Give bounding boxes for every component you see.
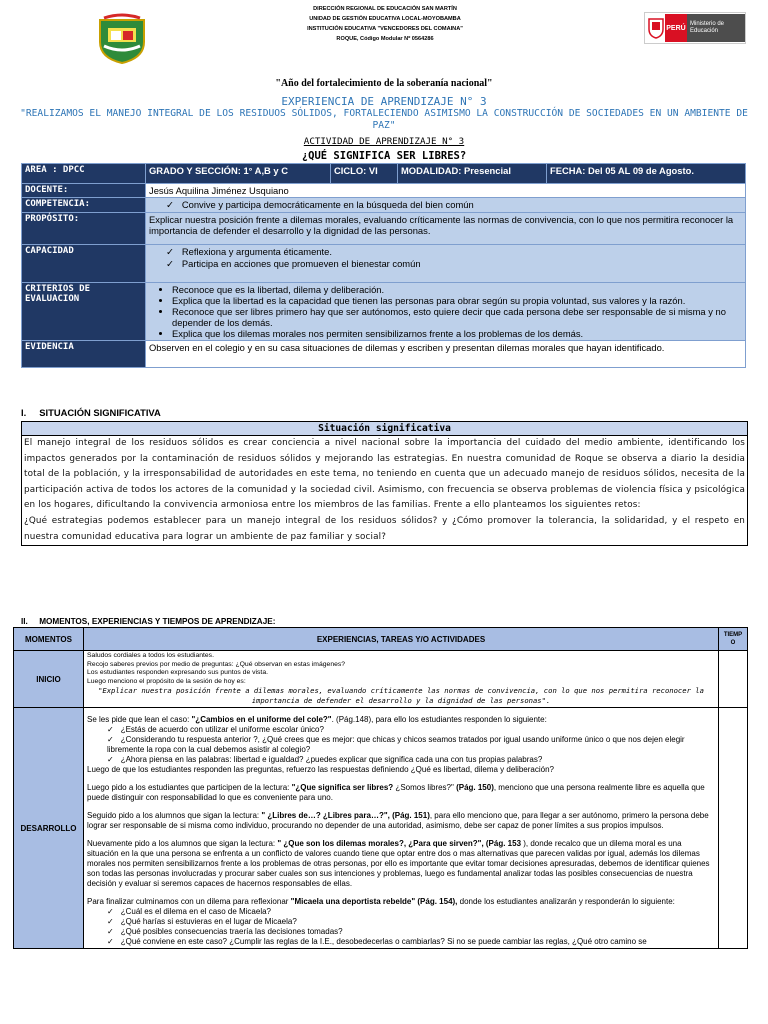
competencia-label: COMPETENCIA: [22,198,146,213]
desarrollo-tiempo [719,708,748,949]
session-info-table [21,163,746,368]
inicio-quote: "Explicar nuestra posición frente a dilemas morales, evaluando críticamente las normas de convivencia, con lo que nos permitira reconocer la importancia de defender el desarrollo y la dignidad de las personas". [98,686,704,706]
ciclo-cell: CICLO: VI [331,164,398,184]
inicio-content: Saludos cordiales a todos los estudiantes. Recojo saberes previos por medio de preguntas: ¿Qué observan en estas imágenes? Los estudiantes responden expresando sus puntos de vista. Luego menciono el propósito de la sesión de hoy es: "Explicar nuestra posición frente a dilemas morales, evaluando críticamente las normas de convivencia, con lo que nos permitira reconocer la importancia de defender el desarrollo y la dignidad de las personas". [84,651,719,708]
situation-question: ¿Qué estrategias podemos establecer para un manejo integral de los residuos sólidos? y ¿Cómo promover la tolerancia, la solidaridad, y el respeto en nuestra comunidad educativa para lograr un ambiente de paz familiar y social? [24,515,745,542]
evidencia-label: EVIDENCIA [22,341,146,368]
question-item: ✓ ¿Ahora piensa en las palabras: libertad e igualdad? ¿puedes explicar que significa cada una con tus propias palabras? [107,755,715,765]
ministry-name: Ministerio de Educación [687,14,745,42]
capacidad-item: ✓ Reflexiona y argumenta éticamente. [166,246,742,258]
info-row-criterios [22,283,746,341]
moment-inicio-row [14,651,748,708]
info-row-evidencia [22,341,746,368]
capacidad-item: ✓ Participa en acciones que promueven el bienestar común [166,258,742,270]
criterio-item: • Explica que los dilemas morales nos permiten sensibilizarnos frente a los problemas de los demás. [172,328,742,339]
document-header [0,0,768,72]
school-crest-logo [96,12,148,64]
docente-label: DOCENTE: [22,184,146,198]
peru-shield-icon [647,17,665,39]
question-item: ✓ ¿Considerando tu respuesta anterior ?, ¿Qué crees que es mejor: que chicas y chicos seamos tratados por igual usando uniforme único o que nos dejen elegir libremente la ropa con la cual debemos asistir al colegio? [107,735,715,755]
info-row-proposito [22,213,746,245]
criterio-item: • Reconoce que es la libertad, dilema y deliberación. [172,284,742,295]
ministry-peru-label: PERÚ [665,14,687,42]
situation-text: El manejo integral de los residuos sólidos es crear conciencia a nivel nacional sobre la importancia del cuidado del medio ambiente, identificando los impactos generados por la contaminación de residuos sólidos y mejorando las estrategias. En nuestra comunidad de Roque se observa a diario la desidia total de la población, y la irresponsabilidad de autoridades en este tema, no teniendo en cuenta que un adecuado manejo de residuos sólidos, necesita de la participación activa de todos los actores de la comunidad y la sociedad civil. Asimismo, con frecuencia se observa problemas de violencia física y psicológica en los hogares, dificultando la convivencia armoniosa entre los miembros de las familias. Frente a ello planteamos los siguientes retos: ¿Qué estrategias podemos establecer para un manejo integral de los residuos sólidos? y ¿Cómo promover la tolerancia, la solidaridad, y el respeto en nuestra comunidad educativa para lograr un ambiente de paz familiar y social? [22,436,747,545]
criterio-item: • Explica que la libertad es la capacidad que tienen las personas para obrar según su propia voluntad, sus valores y la razón. [172,295,742,306]
moments-table [13,627,748,949]
evidencia-value: Observen en el colegio y en su casa situaciones de dilemas y escriben y presentan dilemas morales que hayan identificado. [146,341,746,368]
col-experiencias: EXPERIENCIAS, TAREAS Y/O ACTIVIDADES [84,628,719,651]
moment-desarrollo-row [14,708,748,949]
fecha-cell: FECHA: Del 05 AL 09 de Agosto. [547,164,746,184]
moments-header-row [14,628,748,651]
grado-cell: GRADO Y SECCIÓN: 1° A,B y C [146,164,331,184]
situation-heading: Situación significativa [22,422,747,436]
info-row-capacidad [22,245,746,283]
situation-box [21,421,748,546]
question-item: ✓ ¿Qué conviene en este caso? ¿Cumplir las reglas de la I.E., desobedecerlas o cambiarlas? Si no se puede cambiar las reglas, ¿Qué otro camino se [107,937,715,947]
docente-value: Jesús Aquilina Jiménez Usquiano [146,184,746,198]
experience-number: EXPERIENCIA DE APRENDIZAJE N° 3 [281,95,487,108]
col-momentos: MOMENTOS [14,628,84,651]
desarrollo-label: DESARROLLO [14,708,84,949]
inicio-label: INICIO [14,651,84,708]
criterios-value [146,283,746,341]
activity-number: ACTIVIDAD DE APRENDIZAJE N° 3 [303,136,465,147]
question-item: ✓ ¿Qué posibles consecuencias traería las decisiones tomadas? [107,927,715,937]
question-item: ✓ ¿Estás de acuerdo con utilizar el uniforme escolar único? [107,725,715,735]
year-title: "Año del fortalecimiento de la soberanía nacional" [275,78,493,89]
activity-question: ¿QUÉ SIGNIFICA SER LIBRES? [301,150,467,162]
section-2-title: II. MOMENTOS, EXPERIENCIAS Y TIEMPOS DE APRENDIZAJE: [21,617,276,626]
col-tiempo: TIEMPO [719,628,748,651]
question-item: ✓ ¿Qué harías si estuvieras en el lugar de Micaela? [107,917,715,927]
section-1-title: I. SITUACIÓN SIGNIFICATIVA [21,407,161,418]
capacidad-value [146,245,746,283]
capacidad-label: CAPACIDAD [22,245,146,283]
modalidad-cell: MODALIDAD: Presencial [398,164,547,184]
criterios-label: CRITERIOS DE EVALUACION [22,283,146,341]
ministry-logo [644,12,746,44]
competencia-value: ✓ Convive y participa democráticamente en la búsqueda del bien común [146,198,746,213]
inicio-tiempo [719,651,748,708]
info-row-competencia [22,198,746,213]
criterio-item: • Reconoce que ser libres primero hay que ser autónomos, esto quiere decir que cada persona debe ser responsable de si misma y no depender de los demás. [172,306,742,328]
area-cell: AREA : DPCC [22,164,146,184]
proposito-value: Explicar nuestra posición frente a dilemas morales, evaluando críticamente las normas de convivencia, con lo que nos permitira reconocer la importancia de defender el desarrollo y la dignidad de las personas. [146,213,746,245]
institution-header-text: DIRECCIÓN REGIONAL DE EDUCACIÓN SAN MARTÍN UNIDAD DE GESTIÓN EDUCATIVA LOCAL-MOYOBAMBA INSTITUCIÓN EDUCATIVA "VENCEDORES DEL COMAINA" ROQUE, Código Modular Nº 0564286 [307,6,463,42]
info-row-header [22,164,746,184]
info-row-docente [22,184,746,198]
desarrollo-content: Se les pide que lean el caso: "¿Cambios en el uniforme del cole?". (Pág.148), para ello los estudiantes responden lo siguiente: ✓ ¿Estás de acuerdo con utilizar el uniforme escolar único? ✓ ¿Considerando tu respuesta anterior ?, ¿Qué crees que es mejor: que chicas y chicos seamos tratados por igual usando uniforme único o que nos dejen elegir libremente la ropa con la cual debemos asistir al colegio? ✓ ¿Ahora piensa en las palabras: libertad e igualdad? ¿puedes explicar que significa cada una con tus propias palabras? Luego de que los estudiantes responden las preguntas, refuerzo las respuestas definiendo ¿Qué es libertad, dilema y deliberación? Luego pido a los estudiantes que participen de la lectura: "¿Que significa ser libres? ¿Somos libres?" (Pág. 150), menciono que una persona realmente libre es aquella que puede distinguir con responsabilidad lo que es conveniente para uno. Seguido pido a los alumnos que sigan la lectura: " ¿Libres de…? ¿Libres para…?", (Pág. 151), para ello menciono que, para llegar a ser autónomo, primero la persona debe lograr ser responsable de si misma como individuo, procurando no depender de una autoridad, asimismo, debe ser capaz de poner límites a sus propios impulsos. Nuevamente pido a los alumnos que sigan la lectura: " ¿Que son los dilemas morales?, ¿Para que sirven?", (Pág. 153 ), donde recalco que un dilema moral es una situación en la que una persona se enfrenta a un conflicto de valores cuando tiene que optar entre dos o mas alternativas que parecen validas por igual, además los dilemas morales nos permiten sensibilizarnos frente a los problemas de otras personas, por ello es importante que evitar tomar decisiones apresuradas, debemos de identificar quienes son todas las personas involucradas y procurar saber cuales son sus intenciones y problemas, luego es fundamental analizar todas las posibles consecuencias de nuestra decisión y evaluar si seremos capaces de hacernos responsables de ellas. Para finalizar culminamos con un dilema para reflexionar "Micaela una deportista rebelde" (Pág. 154), donde los estudiantes analizarán y responderán lo siguiente: ✓ ¿Cuál es el dilema en el caso de Micaela? ✓ ¿Qué harías si estuvieras en el lugar de Micaela? ✓ ¿Qué posibles consecuencias traería las decisiones tomadas? ✓ ¿Qué conviene en este caso? ¿Cumplir las reglas de la I.E., desobedecerlas o cambiarlas? Si no se puede cambiar las reglas, ¿Qué otro camino se [84,708,719,949]
question-item: ✓ ¿Cuál es el dilema en el caso de Micaela? [107,907,715,917]
proposito-label: PROPÓSITO: [22,213,146,245]
experience-title: "REALIZAMOS EL MANEJO INTEGRAL DE LOS RESIDUOS SÓLIDOS, FORTALECIENDO ASIMISMO LA CONSTRUCCIÓN DE SOCIEDADES EN UN AMBIENTE DE PAZ" [20,108,748,131]
